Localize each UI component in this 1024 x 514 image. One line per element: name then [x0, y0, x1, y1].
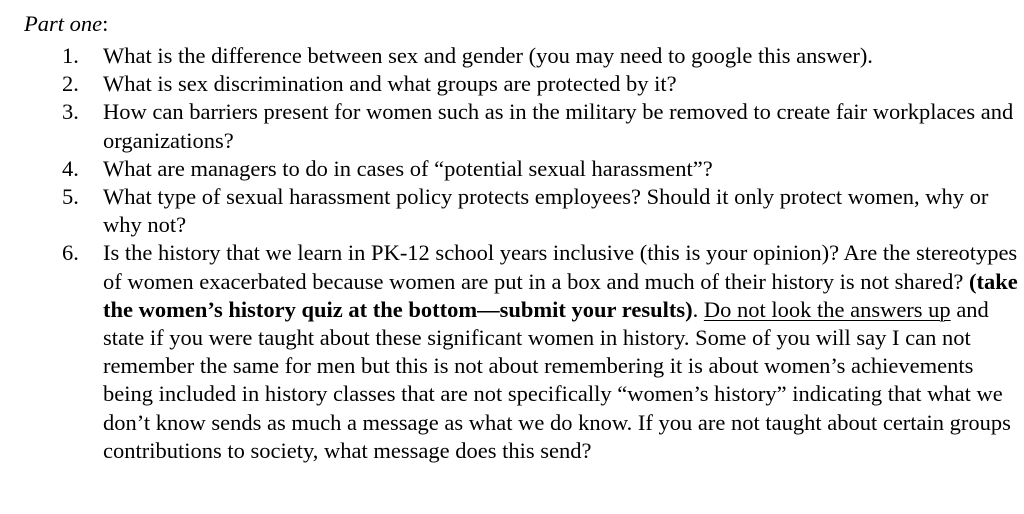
question-item-2: [62, 70, 1022, 98]
question-text: What is the difference between sex and gender (you may need to google this answer).: [103, 43, 873, 68]
question-number: 2.: [62, 71, 79, 97]
question-text: What type of sexual harassment policy protects employees? Should it only protect women, why or why not?: [103, 184, 989, 238]
question-item-6: [62, 239, 1022, 465]
part-heading-colon: :: [102, 11, 109, 36]
question-list: [62, 42, 1022, 465]
question-number: 5.: [62, 184, 79, 210]
question-item-1: [62, 42, 1022, 70]
question-item-3: [62, 98, 1022, 154]
question-number: 4.: [62, 155, 79, 181]
question-number: 6.: [62, 240, 79, 266]
question-number: 3.: [62, 99, 79, 125]
question-text: What are managers to do in cases of “potential sexual harassment”?: [103, 155, 713, 181]
quiz-instruction-bold: (take the women’s history quiz at the bottom—submit your results): [103, 268, 1018, 322]
question-text: What is sex discrimination and what groups are protected by it?: [103, 71, 677, 97]
question-text: How can barriers present for women such as in the military be removed to create fair workplaces and organizations?: [103, 99, 1014, 153]
question-number: 1.: [62, 43, 79, 68]
part-heading: [24, 10, 108, 38]
question-item-5: [62, 183, 1022, 239]
part-heading-label: Part one: [24, 11, 103, 36]
question-text-part: .: [692, 296, 704, 322]
question-item-4: [62, 155, 1022, 183]
question-text: [103, 239, 1022, 465]
question-text-part: Is the history that we learn in PK-12 school years inclusive (this is your opinion)? Are the stereotypes of women exacerbated because women are put in a box and much of their history is not shared?: [103, 240, 1018, 294]
question-text-part: and state if you were taught about these significant women in history. Some of you will say I can not remember the same for men but this is not about remembering it is about women’s achievements being included in history classes that are not specifically “women’s history” indicating that what we don’t know sends as much a message as what we do know. If you are not taught about certain groups contributions to society, what message does this send?: [103, 296, 1011, 463]
no-lookup-instruction-underlined: Do not look the answers up: [703, 296, 951, 322]
